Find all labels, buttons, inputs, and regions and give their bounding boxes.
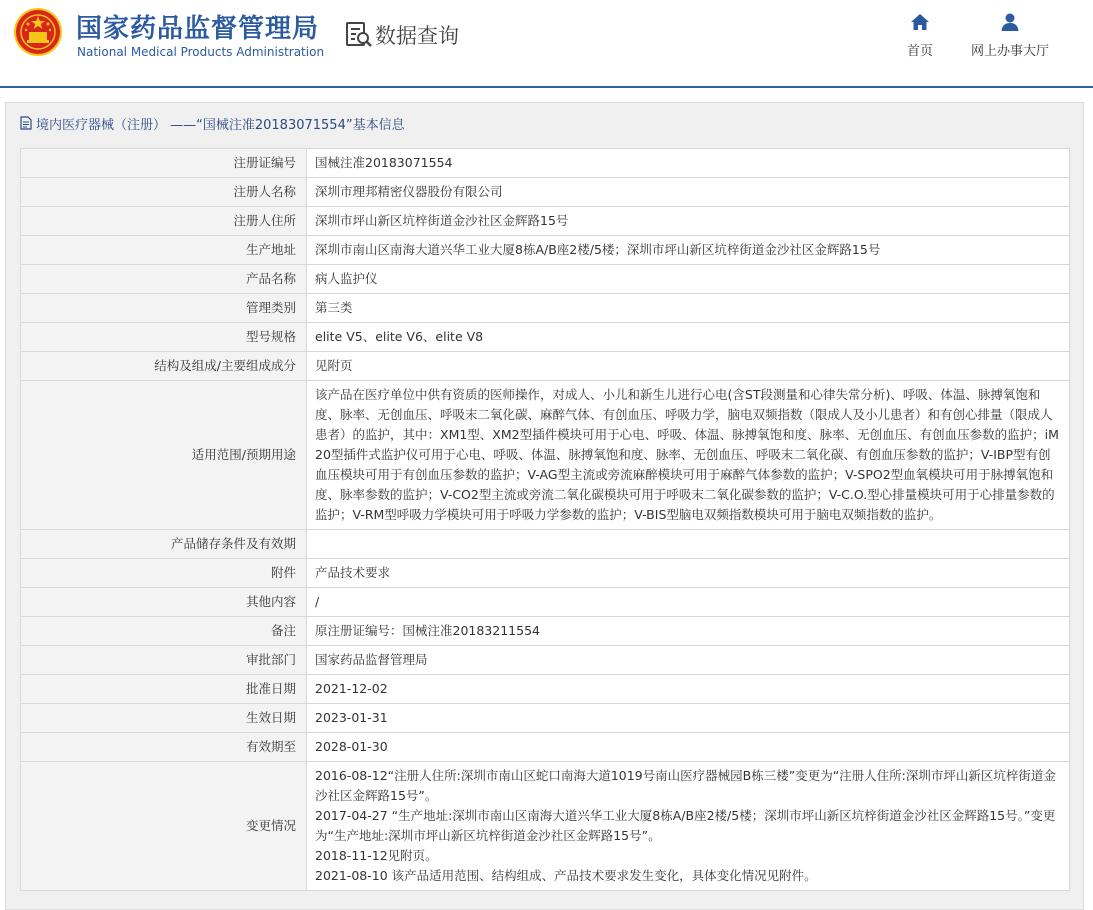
section-title: 数据查询 [375,24,459,48]
table-row [21,733,1070,762]
row-value: 该产品在医疗单位中供有资质的医师操作，对成人、小儿和新生儿进行心电(含ST段测量和心律失常分析)、呼吸、体温、脉搏氧饱和度、脉率、无创血压、呼吸末二氧化碳、麻醉气体、有创血压、呼吸力学，脑电双频指数（限成人及小儿患者）和有创心排量（限成人患者）的监护，其中：XM1型、XM2型插件模块可用于心电、呼吸、体温、脉搏氧饱和度、脉率、无创血压、有创血压参数的监护；iM20型插件式监护仪可用于心电、呼吸、体温、脉搏氧饱和度、脉率、无创血压、呼吸末二氧化碳、有创血压参数的监护；V-IBP型有创血压模块可用于有创血压参数的监护；V-AG型主流或旁流麻醉模块可用于麻醉气体参数的监护；V-SPO2型血氧模块可用于脉搏氧饱和度、脉率参数的监护；V-CO2型主流或旁流二氧化碳模块可用于呼吸末二氧化碳参数的监护；V-C.O.型心排量模块可用于心排量参数的监护；V-RM型呼吸力学模块可用于呼吸力学参数的监护；V-BIS型脑电双频指数模块可用于脑电双频指数的监护。 [307,381,1070,530]
nav-online-service-hall-label: 网上办事大厅 [970,44,1049,59]
data-query-icon [344,20,374,50]
row-value: 2028-01-30 [307,733,1070,762]
row-value: / [307,588,1070,617]
change-entry: 2016-08-12“注册人住所:深圳市南山区蛇口南海大道1019号南山医疗器械园B栋三楼”变更为“注册人住所:深圳市坪山新区坑梓街道金沙社区金辉路15号”。 [315,768,1056,803]
row-label: 备注 [21,617,307,646]
row-value [307,530,1070,559]
row-value: 2021-12-02 [307,675,1070,704]
nav-home-label: 首页 [906,44,933,59]
row-label: 变更情况 [21,762,307,891]
registration-info-table [20,148,1070,891]
user-icon [1000,12,1020,32]
row-label: 适用范围/预期用途 [21,381,307,530]
table-row [21,617,1070,646]
row-value: 产品技术要求 [307,559,1070,588]
header-divider [0,86,1093,88]
table-row [21,323,1070,352]
table-row [21,236,1070,265]
row-label: 产品名称 [21,265,307,294]
table-row [21,149,1070,178]
table-row [21,265,1070,294]
nav-home[interactable] [896,12,944,59]
row-value: 原注册证编号：国械注准20183211554 [307,617,1070,646]
row-value: 见附页 [307,352,1070,381]
table-row [21,675,1070,704]
panel-title [20,113,405,133]
table-row [21,207,1070,236]
table-row [21,178,1070,207]
detail-panel [5,102,1084,910]
change-entry: 2021-08-10 该产品适用范围、结构组成、产品技术要求发生变化，具体变化情况见附件。 [315,868,817,883]
row-label: 附件 [21,559,307,588]
row-value: 国家药品监督管理局 [307,646,1070,675]
row-label: 其他内容 [21,588,307,617]
row-label: 生效日期 [21,704,307,733]
national-emblem-icon [14,8,62,56]
nav-online-service-hall[interactable] [962,12,1058,59]
row-value: elite V5、elite V6、elite V8 [307,323,1070,352]
row-label: 批准日期 [21,675,307,704]
table-row [21,704,1070,733]
site-header [0,0,1093,88]
row-label: 产品储存条件及有效期 [21,530,307,559]
table-row [21,646,1070,675]
change-entry: 2017-04-27 “生产地址:深圳市南山区南海大道兴华工业大厦8栋A/B座2楼/5楼；深圳市坪山新区坑梓街道金沙社区金辉路15号。”变更为“生产地址:深圳市坪山新区坑梓街道金沙社区金辉路15号”。 [315,808,1056,843]
table-row [21,530,1070,559]
row-label: 注册人住所 [21,207,307,236]
row-value: 深圳市南山区南海大道兴华工业大厦8栋A/B座2楼/5楼；深圳市坪山新区坑梓街道金沙社区金辉路15号 [307,236,1070,265]
table-row [21,294,1070,323]
row-label: 结构及组成/主要组成成分 [21,352,307,381]
row-value: 第三类 [307,294,1070,323]
row-value: 深圳市坪山新区坑梓街道金沙社区金辉路15号 [307,207,1070,236]
row-value: 病人监护仪 [307,265,1070,294]
row-label: 管理类别 [21,294,307,323]
table-row [21,352,1070,381]
table-row [21,588,1070,617]
table-row [21,381,1070,530]
row-value: 深圳市理邦精密仪器股份有限公司 [307,178,1070,207]
row-label: 生产地址 [21,236,307,265]
row-label: 注册人名称 [21,178,307,207]
row-label: 型号规格 [21,323,307,352]
row-value: 国械注准20183071554 [307,149,1070,178]
table-row-changes [21,762,1070,891]
home-icon [910,12,930,32]
org-name-en: National Medical Products Administration [77,45,325,59]
changes-value [307,762,1070,891]
row-value: 2023-01-31 [307,704,1070,733]
row-label: 注册证编号 [21,149,307,178]
document-icon [20,116,32,130]
panel-title-text: 境内医疗器械（注册） ——“国械注准20183071554”基本信息 [36,117,405,133]
row-label: 有效期至 [21,733,307,762]
org-name-cn: 国家药品监督管理局 [76,14,320,44]
table-row [21,559,1070,588]
change-entry: 2018-11-12见附页。 [315,848,438,863]
row-label: 审批部门 [21,646,307,675]
